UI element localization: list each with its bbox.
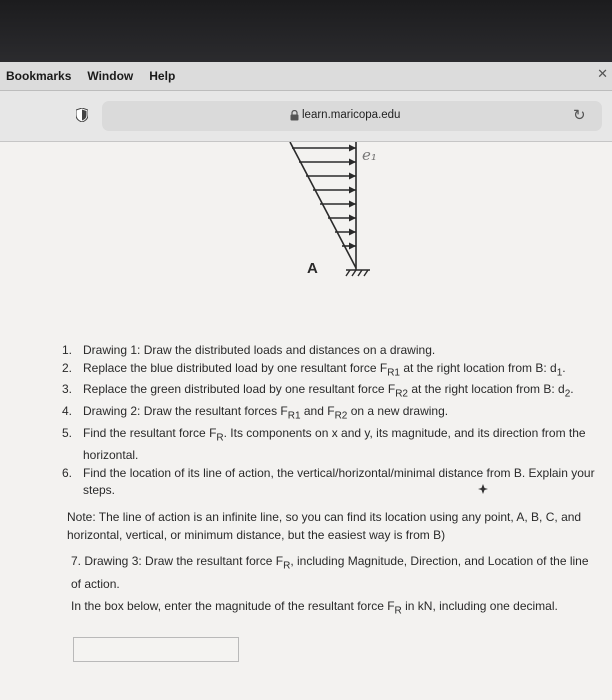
support-hatch	[346, 270, 370, 276]
task-number: 2.	[62, 360, 73, 375]
instruction-b: in kN, including one decimal.	[401, 599, 558, 613]
task-number: 4.	[62, 404, 73, 419]
task-text: Drawing 2: Draw the resultant forces F	[83, 404, 288, 419]
step-seven-a: 7. Drawing 3: Draw the resultant force F	[71, 554, 284, 568]
browser-toolbar	[0, 91, 612, 142]
task-text-end: .	[562, 360, 566, 375]
task-number: 3.	[62, 382, 73, 397]
subscript: R	[216, 432, 224, 444]
task-text: Replace the blue distributed load by one resultant force F	[83, 360, 388, 375]
point-label-a: A	[307, 260, 318, 277]
subscript: 2	[564, 388, 571, 400]
answer-input[interactable]	[73, 637, 239, 662]
resize-corner-icon: ✕	[597, 66, 608, 81]
task-text-cont: at the right location from B: d	[399, 360, 557, 375]
task-item	[62, 465, 598, 500]
page-content	[0, 142, 612, 700]
privacy-shield-icon[interactable]	[76, 108, 88, 122]
url-text[interactable]: learn.maricopa.edu	[302, 109, 401, 121]
task-item	[62, 360, 598, 382]
menu-bookmarks[interactable]: Bookmarks	[6, 69, 72, 83]
lock-icon	[290, 110, 299, 121]
task-number: 5.	[62, 426, 73, 441]
task-text-end: on a new drawing.	[347, 404, 449, 419]
menu-window[interactable]: Window	[87, 69, 134, 83]
menu-help[interactable]: Help	[149, 69, 176, 83]
task-item	[62, 342, 598, 360]
mouse-cursor-icon	[478, 484, 488, 494]
task-number: 1.	[62, 343, 73, 357]
menu-bar	[0, 62, 612, 91]
note-text: Note: The line of action is an infinite line, so you can find its location using any point, A, B, C, and horizontal, vertical, or minimum distance, but the easiest way is from B)	[67, 510, 582, 542]
task-text: Find the resultant force F	[83, 426, 217, 441]
task-list	[62, 342, 598, 500]
dark-top-region	[0, 0, 612, 62]
task-text: Find the location of its line of action, the vertical/horizontal/minimal distance from B. Explain your steps.	[83, 465, 595, 498]
subscript: R1	[387, 366, 400, 378]
task-item	[62, 425, 598, 464]
step-seven-text	[71, 552, 601, 593]
task-text-end: .	[570, 382, 574, 397]
distributed-load-diagram	[280, 142, 420, 287]
task-text: Replace the green distributed load by one resultant force F	[83, 382, 396, 397]
subscript: R	[283, 560, 291, 572]
task-text-cont: . Its components on x and y, its magnitude, and its direction from the horizontal.	[83, 426, 586, 463]
subscript: R	[394, 605, 402, 617]
task-number: 6.	[62, 465, 73, 480]
handwritten-label: e₁	[362, 146, 377, 164]
step-seven-b: , including Magnitude, Direction, and Location of the line of action.	[71, 554, 589, 592]
task-item	[62, 381, 598, 403]
subscript: R1	[287, 410, 301, 422]
task-text: Drawing 1: Draw the distributed loads and distances on a drawing.	[83, 343, 436, 357]
subscript: 1	[556, 366, 563, 378]
task-text-cont: at the right location from B: d	[407, 382, 565, 397]
task-text-cont: and F	[300, 404, 335, 419]
reload-icon[interactable]: ↻	[573, 107, 586, 124]
task-item	[62, 403, 598, 425]
subscript: R2	[334, 410, 348, 422]
subscript: R2	[395, 388, 408, 400]
arrow-heads	[349, 145, 356, 250]
instruction-text	[71, 597, 601, 620]
distributed-load-arrows	[290, 142, 356, 270]
instruction-a: In the box below, enter the magnitude of the resultant force F	[71, 599, 395, 613]
